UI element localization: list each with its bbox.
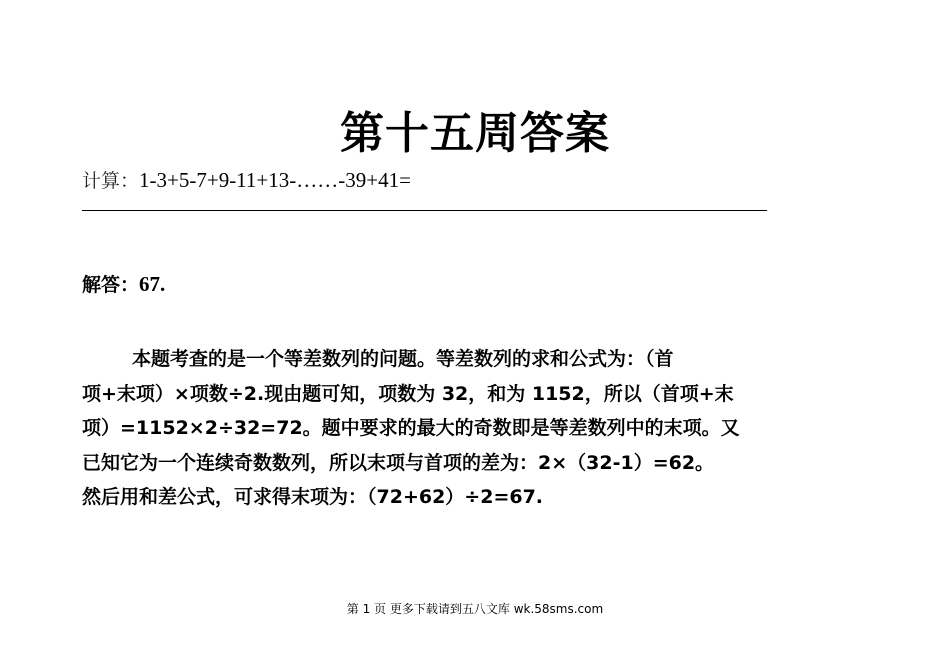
answer-value: 67. <box>139 272 166 296</box>
explanation-line: 已知它为一个连续奇数数列，所以末项与首项的差为：2×（32-1）=62。 <box>82 451 715 474</box>
explanation-line: 项）=1152×2÷32=72。题中要求的最大的奇数即是等差数列中的末项。又 <box>82 417 740 439</box>
answer-blank-line: ———————————————————————————————————— <box>82 198 766 220</box>
explanation-line: 本题考查的是一个等差数列的问题。等差数列的求和公式为：（首 <box>132 348 674 370</box>
question-expression: 1-3+5-7+9-11+13-……-39+41= <box>139 168 411 192</box>
page-title: 第十五周答案 <box>340 108 610 159</box>
question-line <box>82 166 411 195</box>
explanation-line: 项+末项）×项数÷2.现由题可知，项数为 32，和为 1152，所以（首项+末 <box>82 382 734 405</box>
answer-line <box>82 270 165 299</box>
page-footer: 第 1 页 更多下载请到五八文库 wk.58sms.com <box>346 602 604 616</box>
answer-label: 解答： <box>82 274 140 296</box>
explanation-line: 然后用和差公式，可求得末项为：（72+62）÷2=67. <box>82 486 544 508</box>
explanation-paragraph <box>82 342 882 515</box>
question-label: 计算： <box>82 170 140 192</box>
